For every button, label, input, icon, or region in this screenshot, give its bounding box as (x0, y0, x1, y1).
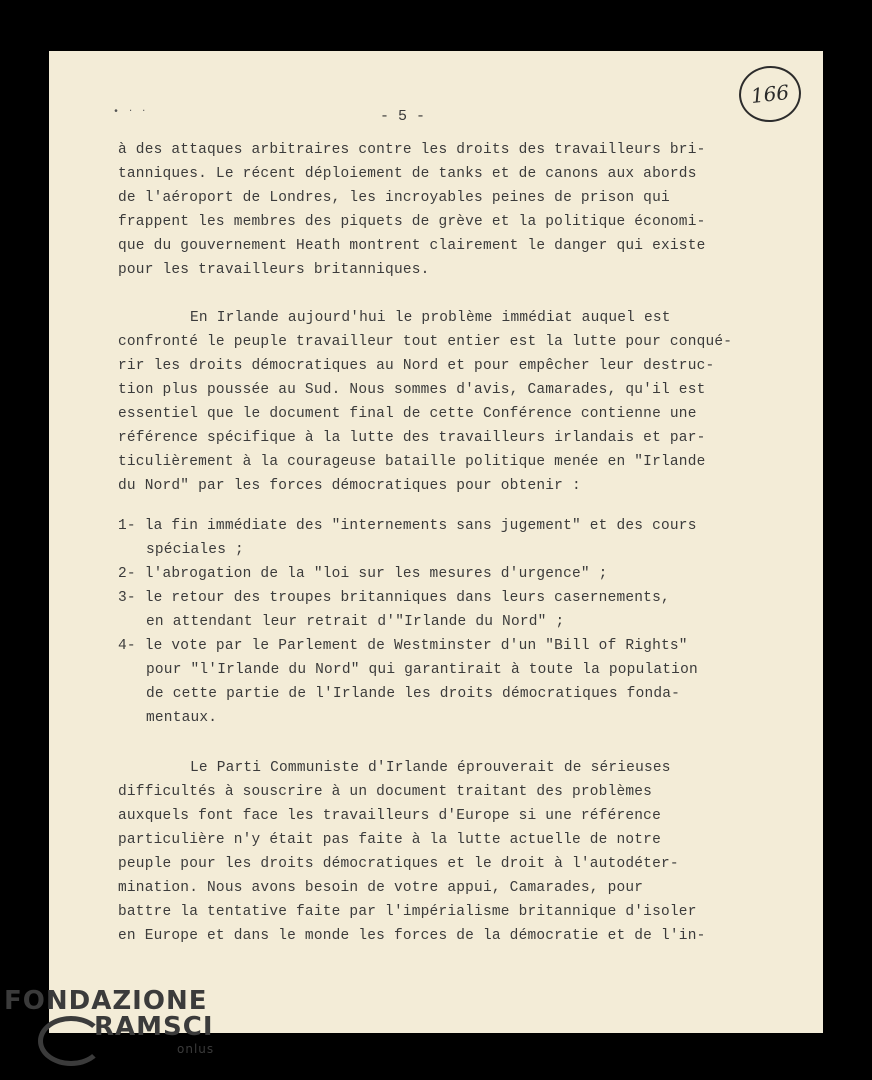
text-line: Le Parti Communiste d'Irlande éprouverait de sérieuses (190, 760, 671, 776)
page-number: - 5 - (380, 108, 426, 125)
text-line: battre la tentative faite par l'impérialisme britannique d'isoler (118, 904, 697, 920)
text-line: que du gouvernement Heath montrent clairement le danger qui existe (118, 238, 706, 254)
watermark-line1: FONDAZIONE (4, 986, 208, 1016)
text-line: de cette partie de l'Irlande les droits démocratiques fonda- (146, 686, 681, 702)
watermark-line3: onlus (177, 1042, 215, 1056)
text-line: peuple pour les droits démocratiques et le droit à l'autodéter- (118, 856, 679, 872)
text-line: du Nord" par les forces démocratiques pour obtenir : (118, 478, 581, 494)
text-line: à des attaques arbitraires contre les droits des travailleurs bri- (118, 142, 706, 158)
text-line: en Europe et dans le monde les forces de la démocratie et de l'in- (118, 928, 706, 944)
text-line: tion plus poussée au Sud. Nous sommes d'avis, Camarades, qu'il est (118, 382, 706, 398)
text-line: ticulièrement à la courageuse bataille politique menée en "Irlande (118, 454, 706, 470)
text-line: de l'aéroport de Londres, les incroyables peines de prison qui (118, 190, 670, 206)
text-line: difficultés à souscrire à un document traitant des problèmes (118, 784, 653, 800)
text-line: En Irlande aujourd'hui le problème immédiat auquel est (190, 310, 671, 326)
text-line: auxquels font face les travailleurs d'Europe si une référence (118, 808, 661, 824)
text-line: spéciales ; (146, 542, 244, 558)
text-line: pour les travailleurs britanniques. (118, 262, 430, 278)
list-item: 1- la fin immédiate des "internements sans jugement" et des cours (118, 518, 697, 534)
list-item: 4- le vote par le Parlement de Westminster d'un "Bill of Rights" (118, 638, 688, 654)
text-line: pour "l'Irlande du Nord" qui garantirait à toute la population (146, 662, 698, 678)
list-item: 3- le retour des troupes britanniques dans leurs casernements, (118, 590, 670, 606)
text-line: en attendant leur retrait d'"Irlande du Nord" ; (146, 614, 565, 630)
archive-number: 166 (749, 80, 791, 108)
corner-mark: • ‧ ‧ (113, 107, 148, 118)
text-line: tanniques. Le récent déploiement de tanks et de canons aux abords (118, 166, 697, 182)
text-line: frappent les membres des piquets de grève et la politique économi- (118, 214, 706, 230)
watermark-line2: RAMSCI (94, 1012, 214, 1042)
text-line: rir les droits démocratiques au Nord et pour empêcher leur destruc- (118, 358, 715, 374)
text-line: essentiel que le document final de cette Conférence contienne une (118, 406, 697, 422)
text-line: mentaux. (146, 710, 218, 726)
text-line: confronté le peuple travailleur tout entier est la lutte pour conqué- (118, 334, 733, 350)
text-line: particulière n'y était pas faite à la lutte actuelle de notre (118, 832, 661, 848)
text-line: mination. Nous avons besoin de votre appui, Camarades, pour (118, 880, 644, 896)
list-item: 2- l'abrogation de la "loi sur les mesures d'urgence" ; (118, 566, 608, 582)
text-line: référence spécifique à la lutte des travailleurs irlandais et par- (118, 430, 706, 446)
